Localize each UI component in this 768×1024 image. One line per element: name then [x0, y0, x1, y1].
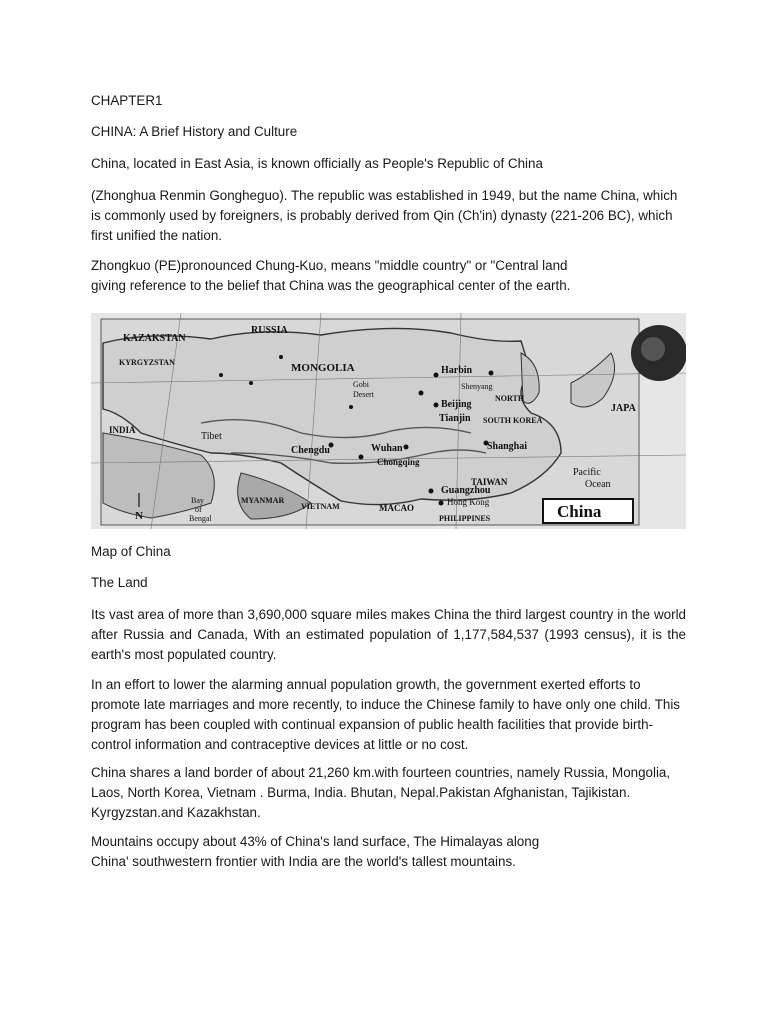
map-label-russia: RUSSIA: [251, 325, 288, 336]
map-label-desert: Desert: [353, 390, 374, 399]
map-label-pacific: Pacific: [573, 467, 601, 478]
map-label-kazakstan: KAZAKSTAN: [123, 333, 186, 344]
chapter-label: CHAPTER1: [91, 93, 163, 108]
map-label-guangzhou: Guangzhou: [441, 485, 491, 496]
china-map-image: [91, 313, 686, 529]
map-label-bay: Bay: [191, 496, 204, 505]
meaning-line-1: Zhongkuo (PE)pronounced Chung-Kuo, means "middle country" or "Central land: [91, 258, 568, 273]
map-label-south-korea: SOUTH KOREA: [483, 416, 543, 425]
map-label-philippines: PHILIPPINES: [439, 514, 491, 523]
map-label-gobi: Gobi: [353, 380, 369, 389]
map-label-macao: MACAO: [379, 503, 414, 513]
mountains-line-2: China' southwestern frontier with India are the world's tallest mountains.: [91, 854, 516, 869]
map-label-shenyang: Shenyang: [461, 382, 493, 391]
map-label-bengal: Bengal: [189, 514, 212, 523]
map-caption: Map of China: [91, 544, 171, 559]
map-label-harbin: Harbin: [441, 365, 473, 376]
map-label-taiwan: TAIWAN: [471, 477, 508, 487]
map-label-mongolia: MONGOLIA: [291, 362, 355, 374]
meaning-line-2: giving reference to the belief that China was the geographical center of the earth.: [91, 278, 571, 293]
map-label-shanghai: Shanghai: [487, 441, 528, 452]
map-label-wuhan: Wuhan: [371, 443, 403, 454]
map-label-beijing: Beijing: [441, 399, 472, 410]
map-label-of: of: [195, 505, 202, 514]
map-north-arrow: N: [135, 510, 143, 522]
map-label-japan: JAPA: [611, 403, 636, 414]
map-label-chengdu: Chengdu: [291, 445, 330, 456]
map-label-tibet: Tibet: [201, 431, 222, 442]
map-label-tianjin: Tianjin: [439, 413, 471, 424]
map-label-ocean: Ocean: [585, 479, 611, 490]
map-label-north-korea: NORTH: [495, 394, 525, 403]
intro-line: China, located in East Asia, is known officially as People's Republic of China: [91, 156, 543, 171]
map-title-box: China: [557, 502, 602, 521]
map-label-kyrgyzstan: KYRGYZSTAN: [119, 358, 175, 367]
map-label-india: INDIA: [109, 425, 136, 435]
map-label-hong-kong: Hong Kong: [447, 497, 490, 507]
land-paragraph-1: Its vast area of more than 3,690,000 square miles makes China the third largest country in the world after Russia and Canada, With an estimated population of 1,177,584,537 (1993 census), it is the earth's most populated country.: [91, 607, 686, 662]
map-label-chongqing: Chongqing: [377, 457, 420, 467]
document-title: CHINA: A Brief History and Culture: [91, 124, 298, 139]
map-label-vietnam: VIETNAM: [301, 502, 340, 511]
section-heading-the-land: The Land: [91, 575, 148, 590]
land-paragraph-2: In an effort to lower the alarming annual population growth, the government exerted efforts to promote late marriages and more recently, to induce the Chinese family to have only one child. This program has been coupled with continual expansion of public health facilities that provide birth-control information and contraceptive devices at little or no cost.: [91, 677, 680, 752]
mountains-line-1: Mountains occupy about 43% of China's land surface, The Himalayas along: [91, 834, 540, 849]
land-paragraph-3: China shares a land border of about 21,260 km.with fourteen countries, namely Russia, Mongolia, Laos, North Korea, Vietnam . Burma, India. Bhutan, Nepal.Pakistan Afghanistan, Tajikistan. Kyrgyzstan.and Kazakhstan.: [91, 765, 671, 820]
intro-paragraph: (Zhonghua Renmin Gongheguo). The republic was established in 1949, but the name China, which is commonly used by foreigners, is probably derived from Qin (Ch'in) dynasty (221-206 BC), which first unified the nation.: [91, 188, 678, 243]
map-label-myanmar: MYANMAR: [241, 496, 285, 505]
